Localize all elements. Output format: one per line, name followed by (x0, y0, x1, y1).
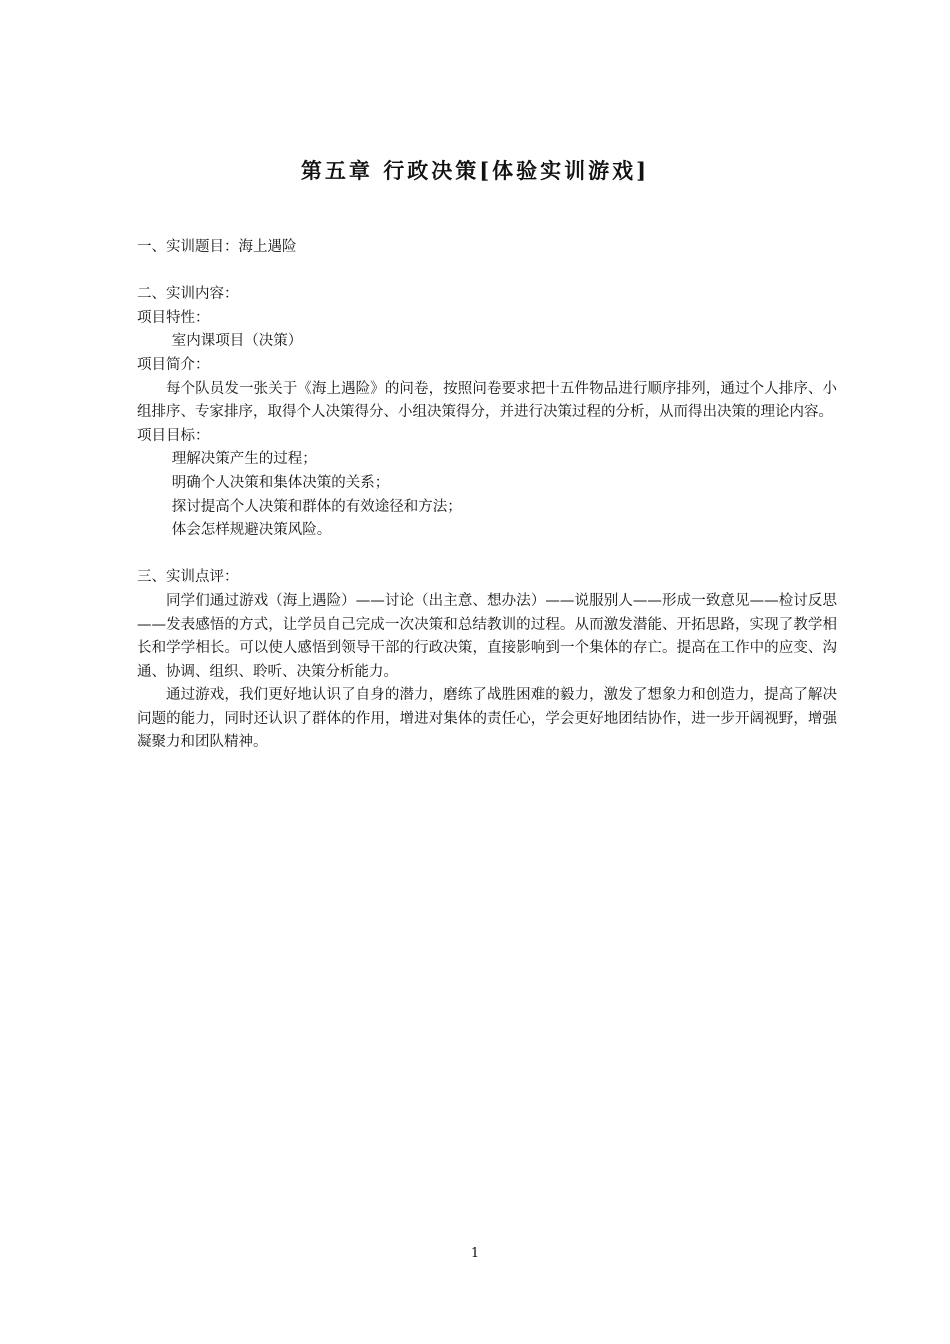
review-paragraph-1: 同学们通过游戏（海上遇险）——讨论（出主意、想办法）——说服别人——形成一致意见——检讨反思——发表感悟的方式，让学员自己完成一次决策和总结教训的过程。从而激发潜能、开拓思路，实现了教学相长和学学相长。可以使人感悟到领导干部的行政决策，直接影响到一个集体的存亡。提高在工作中的应变、沟通、协调、组织、聆听、决策分析能力。 (137, 592, 837, 680)
goal-item: 明确个人决策和集体决策的关系； (171, 474, 390, 491)
review-paragraph-2: 通过游戏，我们更好地认识了自身的潜力，磨练了战胜困难的毅力，激发了想象力和创造力，提高了解决问题的能力，同时还认识了群体的作用，增进对集体的责任心，学会更好地团结协作，进一步开阔视野，增强凝聚力和团队精神。 (137, 687, 837, 751)
intro-paragraph: 每个队员发一张关于《海上遇险》的问卷，按照问卷要求把十五件物品进行顺序排列，通过个人排序、小组排序、专家排序，取得个人决策得分、小组决策得分，并进行决策过程的分析，从而得出决策的理论内容。 (137, 380, 837, 421)
section-2-heading: 二、实训内容： (137, 286, 239, 303)
chapter-title: 第五章 行政决策[体验实训游戏] (300, 158, 650, 183)
spacer (137, 260, 837, 284)
goal-item: 探讨提高个人决策和群体的有效途径和方法； (171, 498, 462, 515)
feature-label: 项目特性： (137, 309, 210, 326)
page-number: 1 (470, 1246, 480, 1261)
goal-label: 项目目标： (137, 427, 210, 444)
feature-value: 室内课项目（决策） (171, 333, 303, 350)
goal-item: 理解决策产生的过程； (171, 451, 317, 468)
document-body (137, 236, 837, 755)
spacer (137, 543, 837, 567)
goal-item: 体会怎样规避决策风险。 (171, 522, 332, 539)
intro-label: 项目简介： (137, 356, 210, 373)
section-3-heading: 三、实训点评： (137, 569, 239, 586)
section-1-heading: 一、实训题目：海上遇险 (137, 239, 297, 255)
